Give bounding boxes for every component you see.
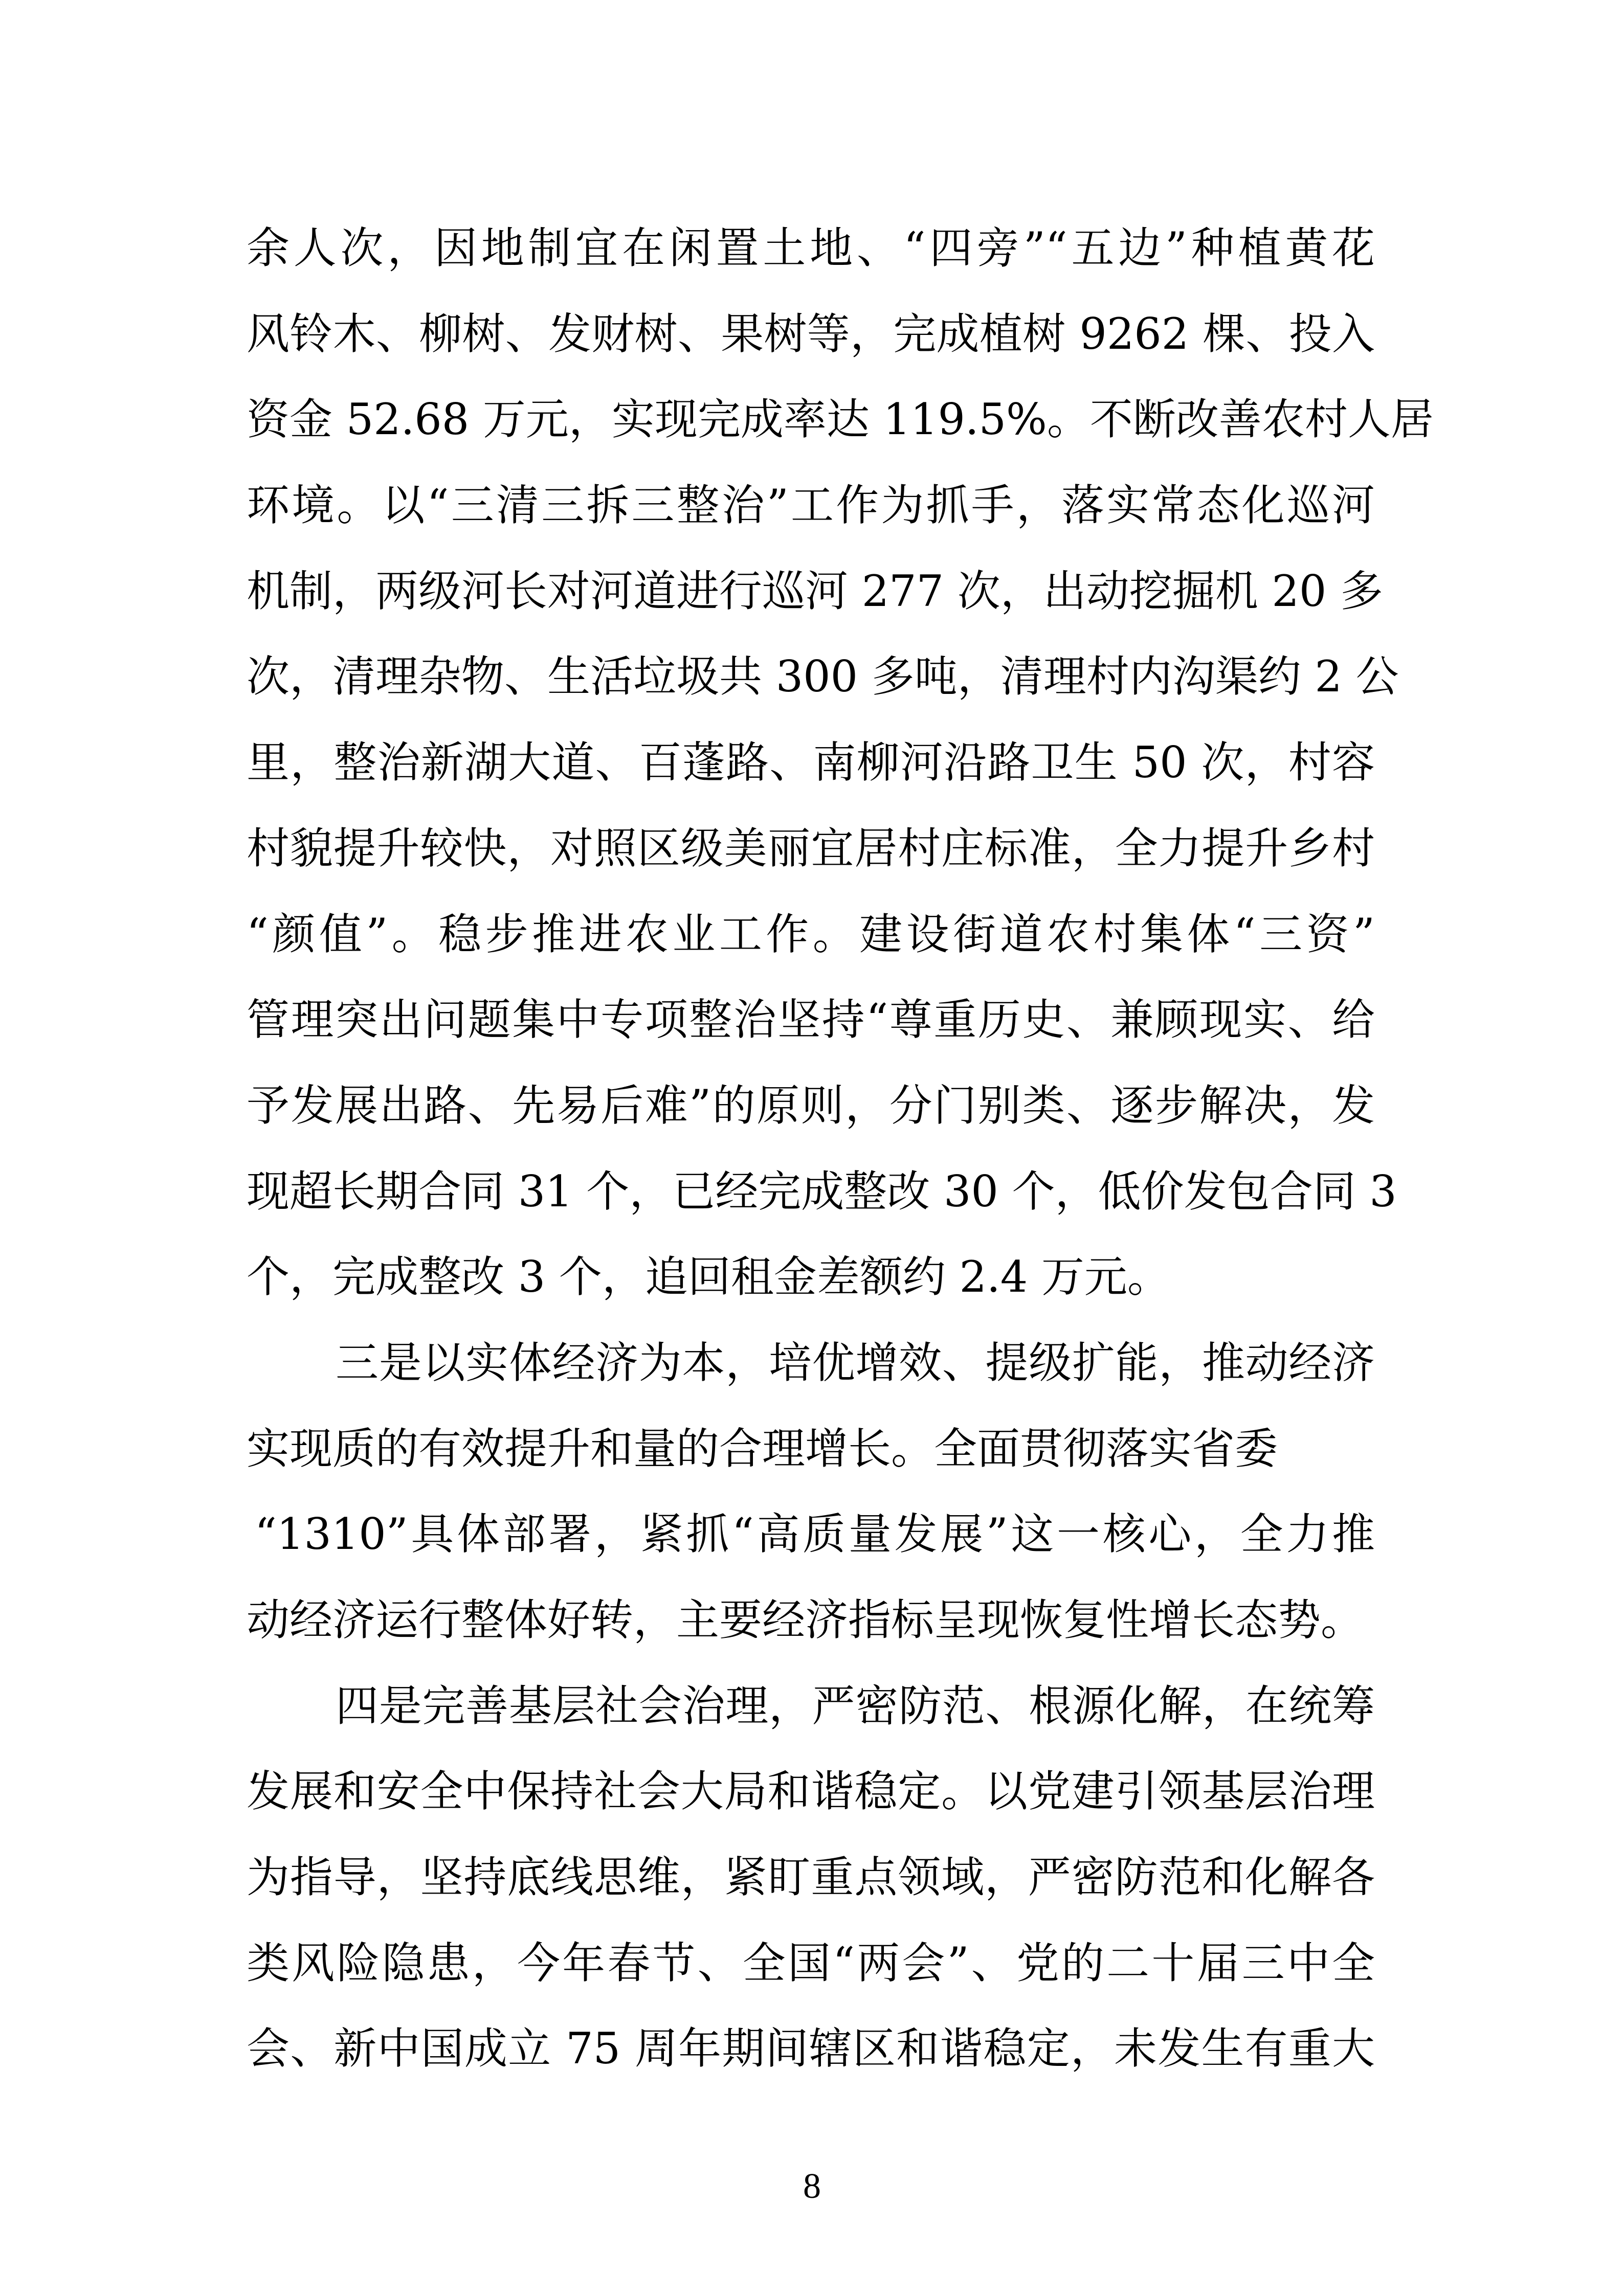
text-line: 现超长期合同 31 个，已经完成整改 30 个，低价发包合同 3 bbox=[247, 1166, 1397, 1217]
text-line: 类风险隐患，今年春节、全国“两会”、党的二十届三中全 bbox=[247, 1938, 1375, 1988]
paragraph-end-line: 动经济运行整体好转，主要经济指标呈现恢复性增长态势。 bbox=[247, 1595, 1364, 1645]
text-line: 村貌提升较快，对照区级美丽宜居村庄标准，全力提升乡村 bbox=[247, 823, 1375, 873]
text-line: 里，整治新湖大道、百蓬路、南柳河沿路卫生 50 次，村容 bbox=[247, 737, 1375, 788]
text-line: 余人次，因地制宜在闲置土地、“四旁”“五边”种植黄花 bbox=[247, 223, 1375, 273]
paragraph-three-first-line: 三是以实体经济为本，培优增效、提级扩能，推动经济 bbox=[336, 1337, 1375, 1388]
text-line: 资金 52.68 万元，实现完成率达 119.5%。不断改善农村人居 bbox=[247, 394, 1434, 445]
paragraph-four-first-line: 四是完善基层社会治理，严密防范、根源化解，在统筹 bbox=[336, 1680, 1375, 1731]
page-number: 8 bbox=[803, 2167, 821, 2206]
text-line: 予发展出路、先易后难”的原则，分门别类、逐步解决，发 bbox=[247, 1080, 1375, 1131]
text-line: 会、新中国成立 75 周年期间辖区和谐稳定，未发生有重大 bbox=[247, 2023, 1375, 2074]
text-line: 发展和安全中保持社会大局和谐稳定。以党建引领基层治理 bbox=[247, 1766, 1375, 1817]
text-line: “1310”具体部署，紧抓“高质量发展”这一核心，全力推 bbox=[255, 1509, 1375, 1560]
text-line: 实现质的有效提升和量的合理增长。全面贯彻落实省委 bbox=[247, 1423, 1278, 1474]
text-line: 风铃木、柳树、发财树、果树等，完成植树 9262 棵、投入 bbox=[247, 308, 1375, 359]
text-line: “颜值”。稳步推进农业工作。建设街道农村集体“三资” bbox=[247, 909, 1375, 959]
body-text bbox=[247, 214, 1434, 2100]
text-line: 管理突出问题集中专项整治坚持“尊重历史、兼顾现实、给 bbox=[247, 995, 1375, 1045]
text-line: 机制，两级河长对河道进行巡河 277 次，出动挖掘机 20 多 bbox=[247, 566, 1384, 616]
text-line: 为指导，坚持底线思维，紧盯重点领域，严密防范和化解各 bbox=[247, 1852, 1375, 1903]
text-line: 次，清理杂物、生活垃圾共 300 多吨，清理村内沟渠约 2 公 bbox=[247, 651, 1399, 702]
paragraph-end-line: 个，完成整改 3 个，追回租金差额约 2.4 万元。 bbox=[247, 1252, 1170, 1302]
text-line: 环境。以“三清三拆三整治”工作为抓手，落实常态化巡河 bbox=[247, 480, 1375, 531]
